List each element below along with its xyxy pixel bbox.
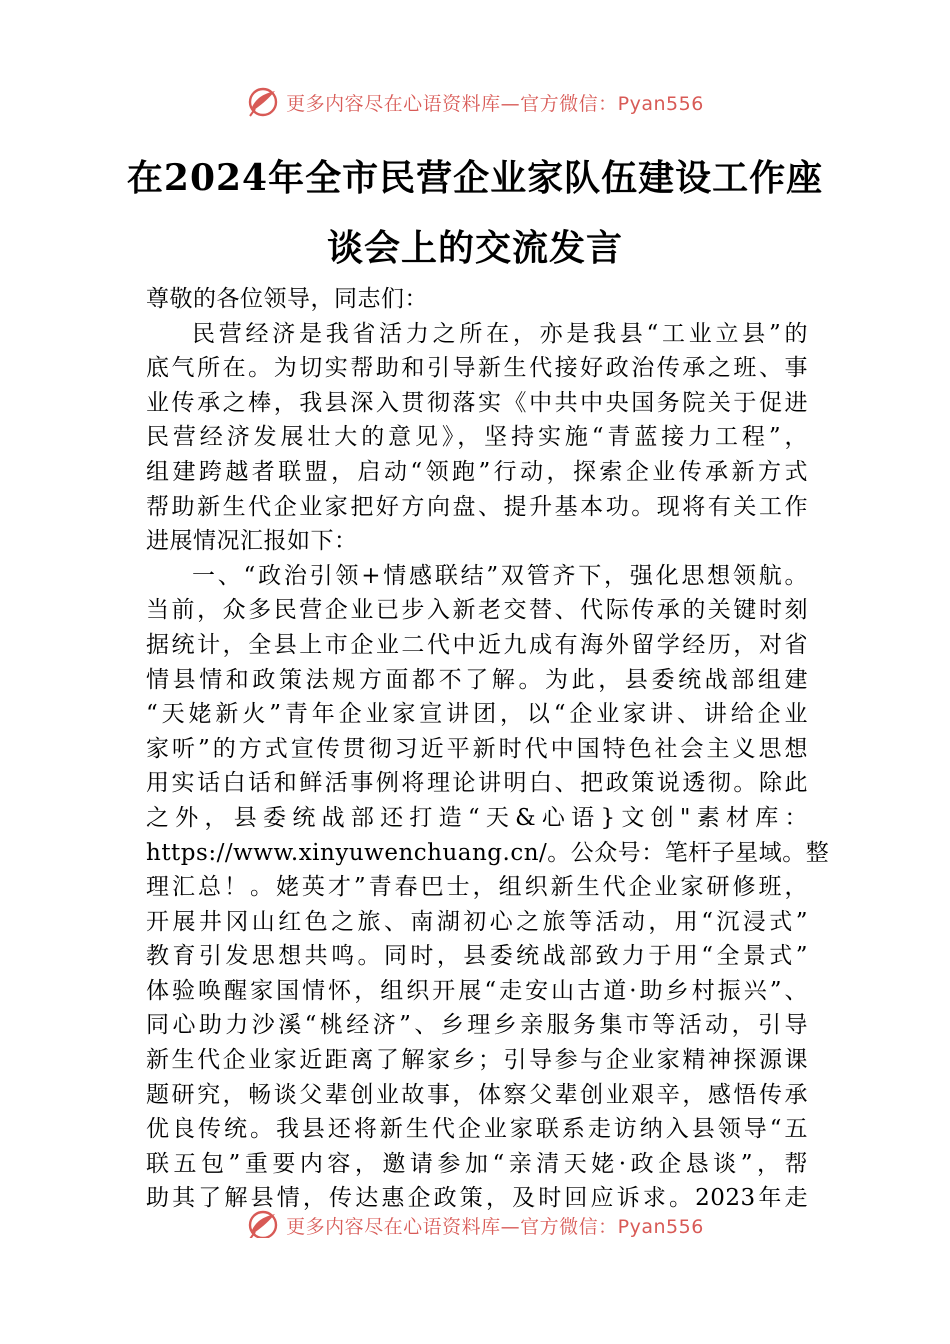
body-line: 优良传统。我县还将新生代企业家联系走访纳入县领导“五 xyxy=(146,1116,808,1143)
body-line: “天姥新火”青年企业家宣讲团，以“企业家讲、讲给企业 xyxy=(146,701,808,728)
watermark-text: 更多内容尽在心语资料库—官方微信：Pyan556 xyxy=(286,92,704,115)
body-line: 同心助力沙溪“桃经济”、乡理乡亲服务集市等活动，引导 xyxy=(146,1012,808,1039)
body-line: https://www.xinyuwenchuang.cn/。公众号：笔杆子星域。整 xyxy=(146,839,830,866)
body-line: 联五包”重要内容，邀请参加“亲清天姥·政企恳谈”，帮 xyxy=(146,1150,808,1177)
body-line: 教育引发思想共鸣。同时，县委统战部致力于用“全景式” xyxy=(146,943,808,970)
watermark-banner-bottom xyxy=(0,1204,950,1238)
body-line: 底气所在。为切实帮助和引导新生代接好政治传承之班、事 xyxy=(146,355,808,382)
body-line: 新生代企业家近距离了解家乡；引导参与企业家精神探源课 xyxy=(146,1047,808,1074)
body-line: 帮助新生代企业家把好方向盘、提升基本功。现将有关工作 xyxy=(146,493,808,520)
body-line: 家听”的方式宣传贯彻习近平新时代中国特色社会主义思想 xyxy=(146,735,808,762)
document-title-line2: 谈会上的交流发言 xyxy=(326,227,623,269)
body-line: 用实话白话和鲜活事例将理论讲明白、把政策说透彻。除此 xyxy=(146,770,808,797)
pen-logo-icon xyxy=(246,1208,280,1238)
body-line: 体验唤醒家国情怀，组织开展“走安山古道·助乡村振兴”、 xyxy=(146,977,808,1004)
body-line: 进展情况汇报如下： xyxy=(146,528,358,555)
body-line: 开展井冈山红色之旅、南湖初心之旅等活动，用“沉浸式” xyxy=(146,908,808,935)
body-line: 民营经济是我省活力之所在，亦是我县“工业立县”的 xyxy=(192,320,808,347)
body-line: 一、“政治引领+情感联结”双管齐下，强化思想领航。 xyxy=(192,562,808,589)
document-title-line1: 在2024年全市民营企业家队伍建设工作座 xyxy=(126,157,824,199)
body-line: 题研究，畅谈父辈创业故事，体察父辈创业艰辛，感悟传承 xyxy=(146,1081,808,1108)
body-line: 据统计，全县上市企业二代中近九成有海外留学经历，对省 xyxy=(146,631,808,658)
body-line: 尊敬的各位领导，同志们： xyxy=(146,286,428,312)
body-line: 情县情和政策法规方面都不了解。为此，县委统战部组建 xyxy=(146,666,808,693)
body-line: 助其了解县情，传达惠企政策，及时回应诉求。2023年走 xyxy=(146,1185,808,1212)
body-line: 组建跨越者联盟，启动“领跑”行动，探索企业传承新方式 xyxy=(146,458,808,485)
body-line: 业传承之棒，我县深入贯彻落实《中共中央国务院关于促进 xyxy=(146,389,808,416)
body-line: 之外，县委统战部还打造“天&心语}文创"素材库： xyxy=(146,804,808,831)
watermark-banner-top xyxy=(0,82,950,122)
document-body xyxy=(146,282,830,1216)
pen-logo-icon xyxy=(246,85,280,119)
watermark-text: 更多内容尽在心语资料库—官方微信：Pyan556 xyxy=(286,1215,704,1238)
body-line: 当前，众多民营企业已步入新老交替、代际传承的关键时刻 xyxy=(146,597,808,624)
body-line: 民营经济发展壮大的意见》，坚持实施“青蓝接力工程”， xyxy=(146,424,808,451)
body-line: 理汇总！。姥英才”青春巴士，组织新生代企业家研修班， xyxy=(146,874,808,901)
